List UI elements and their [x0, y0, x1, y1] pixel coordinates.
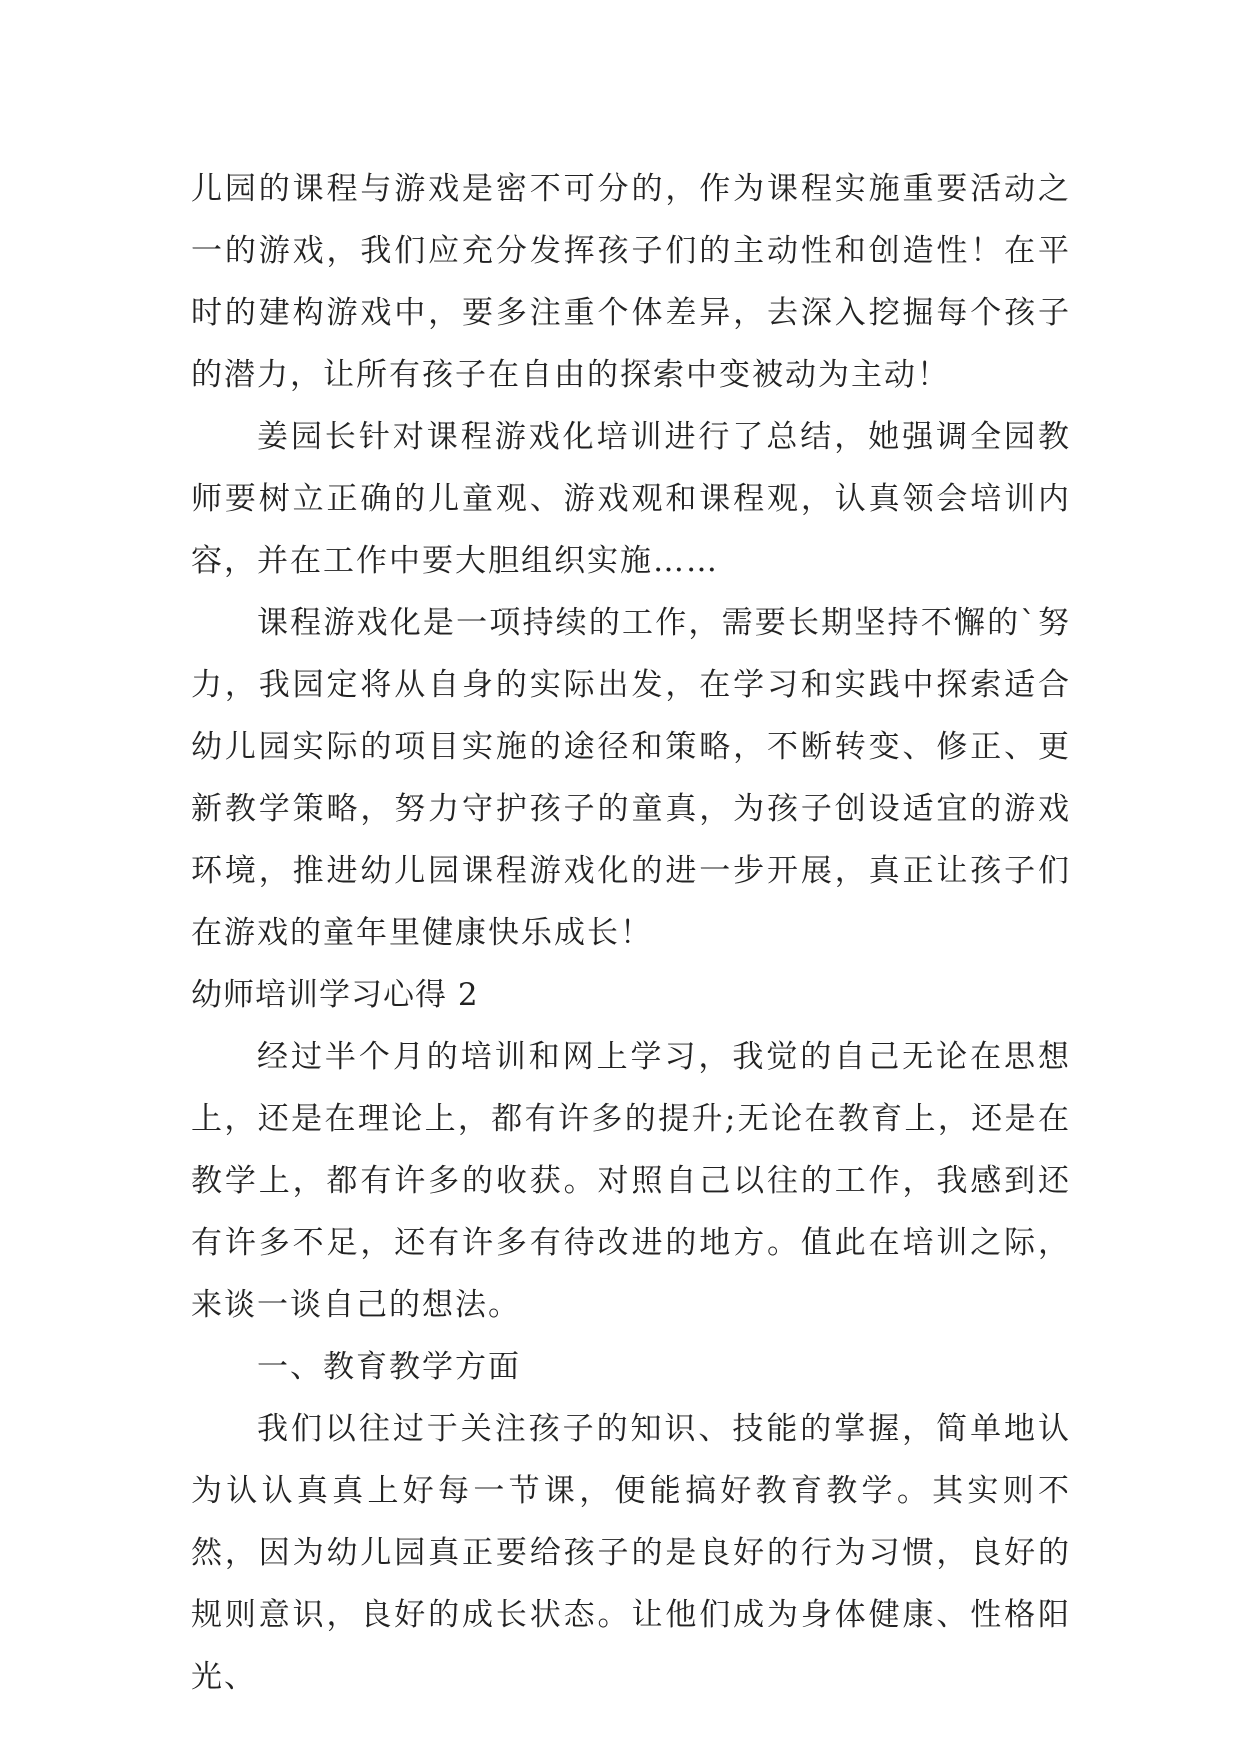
paragraph-continuation: 儿园的课程与游戏是密不可分的，作为课程实施重要活动之一的游戏，我们应充分发挥孩子们的主动性和创造性！在平时的建构游戏中，要多注重个体差异，去深入挖掘每个孩子的潜力，让所有孩子在自由的探索中变被动为主动！ [191, 171, 1071, 393]
paragraph-curriculum-game: 课程游戏化是一项持续的工作，需要长期坚持不懈的`努力，我园定将从自身的实际出发，在学习和实践中探索适合幼儿园实际的项目实施的途径和策略，不断转变、修正、更新教学策略，努力守护孩子的童真，为孩子创设适宜的游戏环境，推进幼儿园课程游戏化的进一步开展，真正让孩子们在游戏的童年里健康快乐成长！ [191, 605, 1071, 951]
paragraph-director-summary: 姜园长针对课程游戏化培训进行了总结，她强调全园教师要树立正确的儿童观、游戏观和课程观，认真领会培训内容，并在工作中要大胆组织实施…… [191, 419, 1071, 579]
section-heading: 幼师培训学习心得 2 [191, 977, 479, 1013]
paragraph-teaching-content: 我们以往过于关注孩子的知识、技能的掌握，简单地认为认认真真上好每一节课，便能搞好教育教学。其实则不然，因为幼儿园真正要给孩子的是良好的行为习惯，良好的规则意识，良好的成长状态。让他们成为身体健康、性格阳光、 [191, 1411, 1071, 1695]
subheading-teaching: 一、教育教学方面 [257, 1349, 521, 1385]
paragraph-training-reflection: 经过半个月的培训和网上学习，我觉的自己无论在思想上，还是在理论上，都有许多的提升;无论在教育上，还是在教学上，都有许多的收获。对照自己以往的工作，我感到还有许多不足，还有许多有待改进的地方。值此在培训之际，来谈一谈自己的想法。 [191, 1039, 1071, 1323]
